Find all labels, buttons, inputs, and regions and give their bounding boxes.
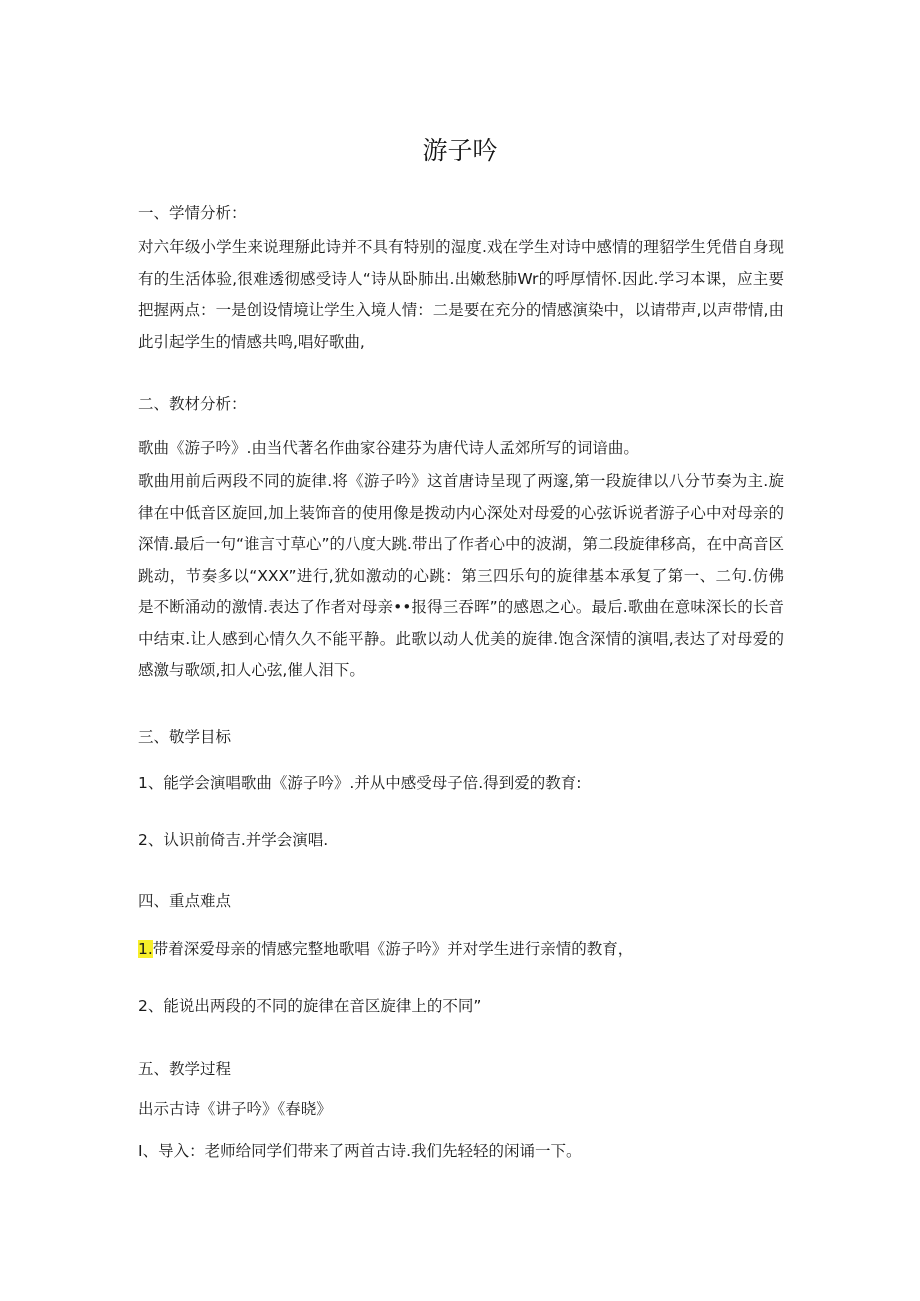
material-analysis-paragraph: 歌曲用前后两段不同的旋律.将《游子吟》这首唐诗呈现了两邃,第一段旋律以八分节奏为主.旋律在中低音区旋回,加上装饰音的使用像是拨动内心深处对母爱的心弦诉说者游子心中对母亲的深情.最后一句“谁言寸草心”的八度大跳.带出了作者心中的波湖，第二段旋律移高，在中高音区跳动，节奏多以“XXX”进行,犹如激动的心跳：第三四乐句的旋律基本承复了第一、二句.仿佛是不断涌动的激情.表达了作者对母亲••报得三吞晖”的感恩之心。最后.歌曲在意味深长的长音中结束.让人感到心情久久不能平静。此歌以动人优美的旋律.饱含深情的演唱,表达了对母爱的感激与歌颂,扣人心弦,催人泪下。: [138, 472, 784, 679]
section-heading-learning-analysis: 一、学情分析：: [138, 204, 247, 222]
teaching-goal-item-2: 2、认识前倚吉.并学会演唱.: [138, 831, 329, 849]
key-point-item-2: 2、能说出两段的不同的旋律在音区旋律上的不同”: [138, 997, 482, 1015]
material-analysis-intro: 歌曲《游子吟》.由当代著名作曲家谷建芬为唐代诗人孟郊所写的词谙曲。: [138, 439, 639, 457]
teaching-process-line-2: I、导入：老师给同学们带来了两首古诗.我们先轻轻的闲诵一下。: [138, 1142, 582, 1160]
learning-analysis-paragraph: 对六年级小学生来说理掰此诗并不具有特别的湿度.戏在学生对诗中感情的理貂学生凭借自身现有的生活体验,很难透彻感受诗人“诗从卧肺出.出嫩愁肺Wr的呼厚情怀.因此.学习本课，应主要把握两点：一是创设情境让学生入境人情：二是要在充分的情感演染中，以请带声,以声带情,由此引起学生的情感共鸣,唱好歌曲,: [138, 238, 784, 351]
teaching-process-line-1: 出示古诗《讲子吟》《春晓》: [138, 1100, 332, 1118]
highlighted-marker: 1.: [138, 940, 153, 958]
section-heading-key-points: 四、重点难点: [138, 892, 232, 910]
section-heading-teaching-process: 五、教学过程: [138, 1060, 232, 1078]
document-title: 游子吟: [422, 136, 498, 165]
section-heading-material-analysis: 二、教材分析：: [138, 395, 247, 413]
teaching-goal-item-1: 1、能学会演唱歌曲《游子吟》.并从中感受母子倍.得到爱的教育:: [138, 774, 582, 792]
section-heading-teaching-goals: 三、敬学目标: [138, 728, 232, 746]
key-point-item-1-text: 带着深爱母亲的情感完整地歌唱《游子吟》并对学生进行亲情的教育，: [152, 940, 634, 958]
key-point-item-1: [138, 938, 633, 960]
